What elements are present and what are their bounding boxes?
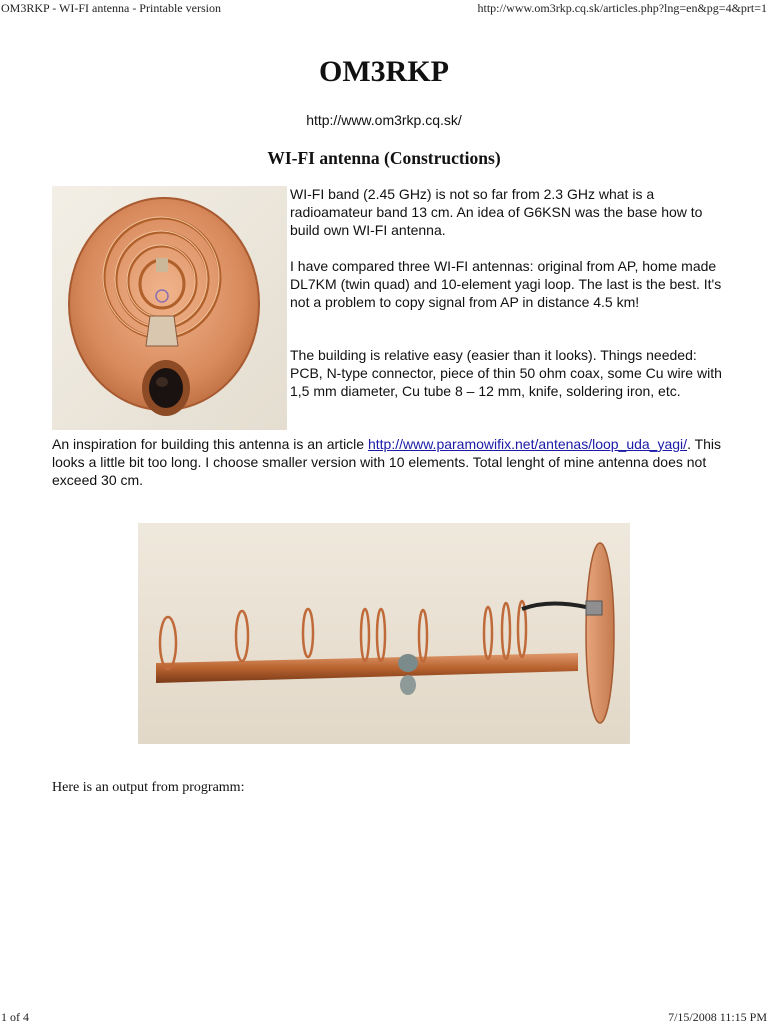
print-timestamp: 7/15/2008 11:15 PM <box>668 1010 767 1024</box>
paragraph-comparison: I have compared three WI-FI antennas: original from AP, home made DL7KM (twin quad) and 10-element yagi loop. The last is the best. It's not a problem to copy signal from AP in distance 4.5 km! <box>290 258 722 310</box>
site-url: http://www.om3rkp.cq.sk/ <box>306 112 462 128</box>
page-number: 1 of 4 <box>1 1010 29 1024</box>
paragraph-materials: The building is relative easy (easier than it looks). Things needed: PCB, N-type connector, piece of thin 50 ohm coax, some Cu wire with 1,5 mm diameter, Cu tube 8 – 12 mm, knife, soldering iron, etc. <box>290 347 722 399</box>
inspiration-text-before: An inspiration for building this antenna is an article <box>52 436 368 452</box>
antenna-side-view-photo <box>138 523 630 744</box>
print-header-title: OM3RKP - WI-FI antenna - Printable version <box>1 1 221 15</box>
print-header <box>0 0 768 16</box>
site-title: OM3RKP <box>319 55 449 88</box>
antenna-end-view-photo <box>52 186 287 430</box>
output-intro-text: Here is an output from programm: <box>52 780 245 795</box>
inspiration-text-after: . This looks a little bit too long. I choose smaller version with 10 elements. Total lenght of mine antenna does not exceed 30 cm. <box>52 436 722 488</box>
paragraph-intro: WI-FI band (2.45 GHz) is not so far from 2.3 GHz what is a radioamateur band 13 cm. An idea of G6KSN was the base how to build own WI-FI antenna. <box>290 186 703 238</box>
paragraph-inspiration <box>52 436 732 489</box>
print-header-url: http://www.om3rkp.cq.sk/articles.php?lng=en&pg=4&prt=1 <box>477 1 767 15</box>
inspiration-link[interactable]: http://www.paramowifix.net/antenas/loop_uda_yagi/ <box>367 436 688 452</box>
article-title: WI-FI antenna (Constructions) <box>267 148 501 168</box>
print-footer <box>0 1009 768 1024</box>
